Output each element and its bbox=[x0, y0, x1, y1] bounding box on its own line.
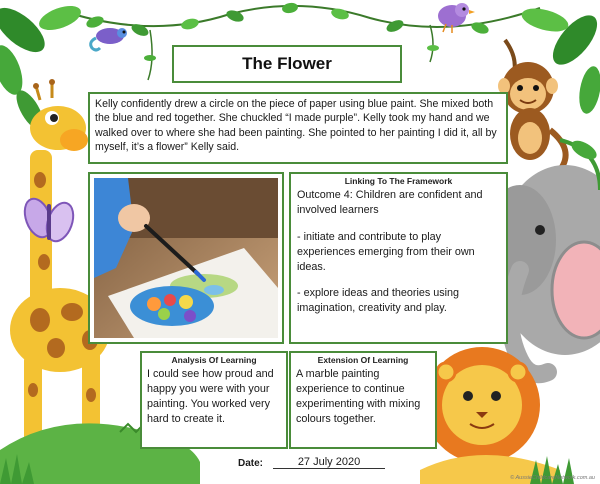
painting-photo-image bbox=[94, 178, 278, 338]
framework-point-1: - initiate and contribute to play experiences emerging from their own ideas. bbox=[297, 230, 475, 273]
date-value: 27 July 2020 bbox=[273, 456, 385, 469]
framework-outcome: Outcome 4: Children are confident and involved learners bbox=[297, 189, 483, 216]
title-box bbox=[172, 45, 402, 83]
extension-heading: Extension Of Learning bbox=[317, 355, 409, 365]
story-box bbox=[88, 92, 508, 164]
bird-icon bbox=[438, 3, 475, 33]
photo-frame bbox=[88, 172, 284, 344]
date-label: Date: bbox=[238, 458, 264, 469]
date-row bbox=[238, 456, 385, 469]
story-text: Kelly confidently drew a circle on the piece of paper using blue paint. She mixed both the blue and red together. She chuckled “I made purple”. Kelly took my hand and we walked over to where she had been painting. She pointed to her painting I did it, all by myself, it’s a flower” Kelly said. bbox=[95, 98, 497, 153]
analysis-box bbox=[140, 351, 288, 449]
extension-box bbox=[289, 351, 437, 449]
copyright-credit: © AussieChildcareNetwork.com.au bbox=[510, 475, 595, 481]
framework-heading: Linking To The Framework bbox=[344, 176, 453, 186]
chameleon-icon bbox=[91, 28, 127, 50]
painting-photo bbox=[94, 178, 278, 338]
extension-text: A marble painting experience to continue experimenting with mixing colours together. bbox=[296, 368, 421, 425]
framework-box bbox=[289, 172, 508, 344]
analysis-text: I could see how proud and happy you were with your painting. You worked very hard to create it. bbox=[147, 368, 274, 425]
framework-point-2: - explore ideas and theories using imagination, creativity and play. bbox=[297, 287, 460, 315]
analysis-heading: Analysis Of Learning bbox=[171, 355, 257, 365]
page-title: The Flower bbox=[242, 54, 332, 73]
